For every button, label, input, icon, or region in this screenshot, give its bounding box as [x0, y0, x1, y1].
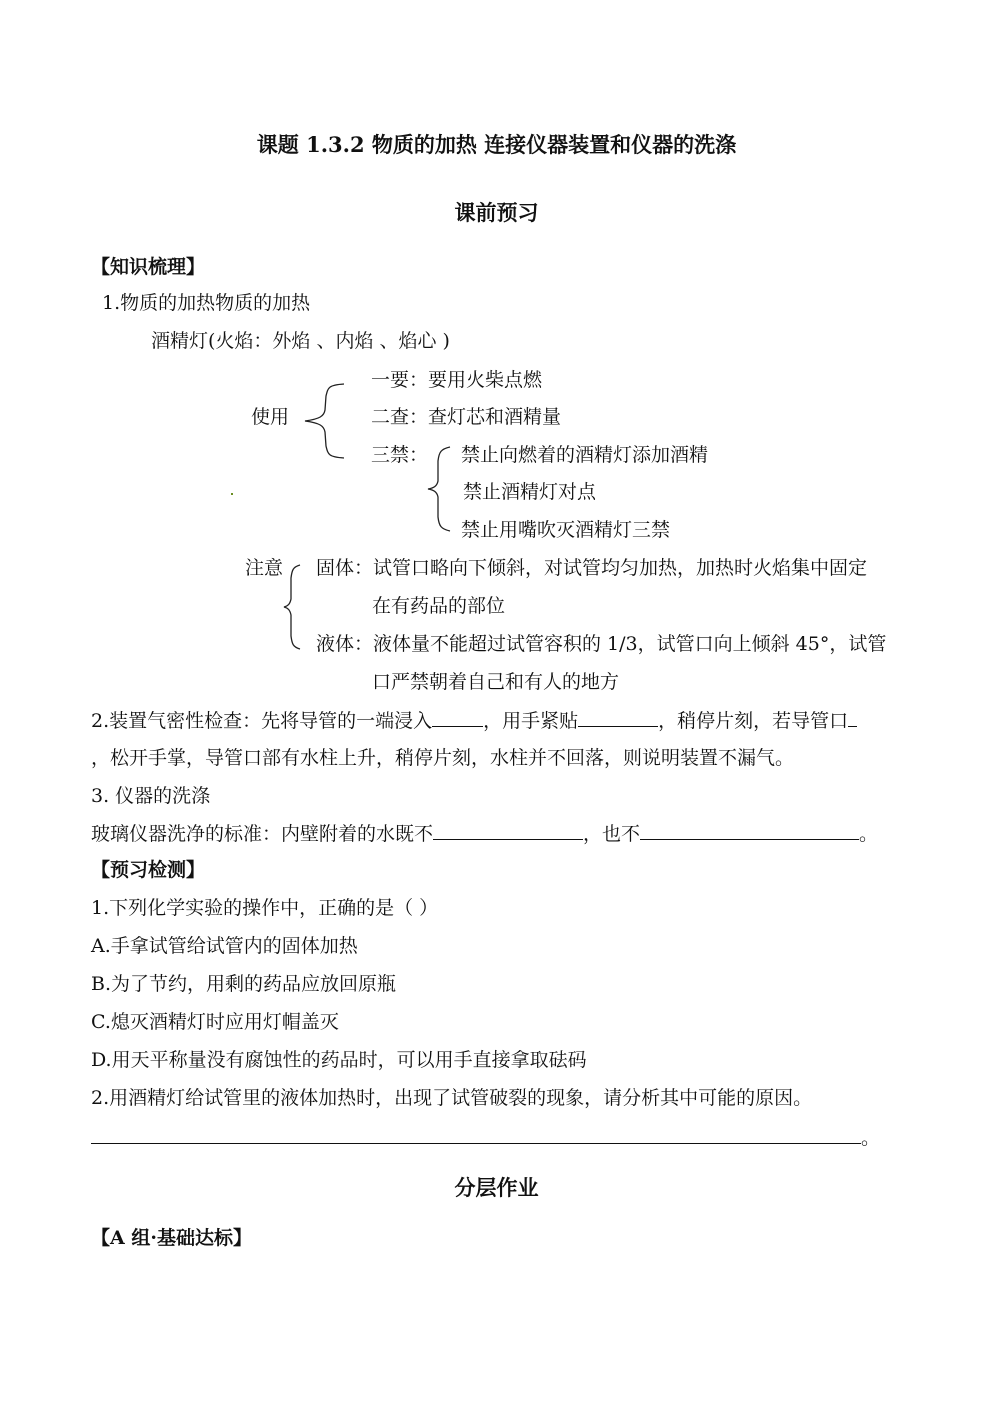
option-c[interactable]: C.熄灭酒精灯时应用灯帽盖灭 [91, 1011, 339, 1033]
section-title-pre-study: 课前预习 [454, 200, 539, 225]
item-3-heading: 3. 仪器的洗涤 [91, 785, 211, 807]
item-1-heading: 1.物质的加热物质的加热 [102, 292, 311, 314]
fill-blank-immerse[interactable] [432, 708, 483, 727]
question-1: 1.下列化学实验的操作中，正确的是（ ） [91, 897, 439, 919]
item-2-line-2: ，松开手掌，导管口部有水柱上升，稍停片刻，水柱并不回落，则说明装置不漏气。 [91, 747, 795, 769]
ban-rule-1: 禁止向燃着的酒精灯添加酒精 [461, 444, 709, 466]
liquid-note-line-2: 口严禁朝着自己和有人的地方 [372, 671, 620, 693]
ban-brace [426, 443, 456, 535]
option-d[interactable]: D.用天平称量没有腐蚀性的药品时，可以用手直接拿取砝码 [91, 1049, 587, 1071]
lamp-flame-line: 酒精灯(火焰：外焰 、内焰 、焰心 ) [151, 330, 450, 352]
ban-rule-2: 禁止酒精灯对点 [463, 481, 597, 503]
answer-line-q2[interactable] [91, 1143, 861, 1144]
stray-mark [231, 493, 233, 495]
ban-rule-3: 禁止用嘴吹灭酒精灯三禁 [461, 519, 671, 541]
note-label: 注意 [245, 557, 284, 579]
liquid-note-line-1: 液体：液体量不能超过试管容积的 1/3，试管口向上倾斜 45°，试管 [316, 633, 887, 655]
fill-blank-not-flow[interactable] [640, 821, 859, 840]
knowledge-heading: 【知识梳理】 [91, 256, 206, 278]
fill-blank-press[interactable] [578, 708, 658, 727]
group-a-heading: 【A 组·基础达标】 [91, 1227, 252, 1249]
item-2-text-c: ，稍停片刻，若导管口 [658, 710, 849, 732]
check-heading: 【预习检测】 [91, 859, 206, 881]
solid-note-line-1: 固体：试管口略向下倾斜，对试管均匀加热，加热时火焰集中固定 [316, 557, 868, 579]
question-2: 2.用酒精灯给试管里的液体加热时，出现了试管破裂的现象，请分析其中可能的原因。 [91, 1087, 813, 1109]
cleaning-text-b: ，也不 [583, 823, 641, 845]
section-title-homework: 分层作业 [454, 1175, 539, 1200]
item-2-line-1 [91, 708, 857, 733]
note-brace [282, 562, 312, 652]
item-2-text-b: ，用手紧贴 [483, 710, 579, 732]
solid-note-line-2: 在有药品的部位 [372, 595, 506, 617]
option-a[interactable]: A.手拿试管给试管内的固体加热 [91, 935, 358, 957]
use-rule-3: 三禁： [371, 444, 429, 466]
cleaning-text-a: 玻璃仪器洗净的标准：内壁附着的水既不 [91, 823, 434, 845]
cleaning-standard-line [91, 821, 878, 846]
use-brace [300, 382, 350, 462]
answer-line-period: 。 [861, 1127, 881, 1149]
use-rule-1: 一要：要用火柴点燃 [371, 369, 543, 391]
fill-blank-not-gather[interactable] [433, 821, 583, 840]
option-b[interactable]: B.为了节约，用剩的药品应放回原瓶 [91, 973, 397, 995]
page-title: 课题 1.3.2 物质的加热 连接仪器装置和仪器的洗涤 [256, 132, 737, 157]
item-2-text-a: 2.装置气密性检查：先将导管的一端浸入 [91, 710, 433, 732]
use-label: 使用 [251, 406, 290, 428]
fill-blank-bubbles[interactable] [848, 708, 857, 727]
cleaning-text-c: 。 [859, 823, 879, 845]
use-rule-2: 二查：查灯芯和酒精量 [371, 406, 562, 428]
